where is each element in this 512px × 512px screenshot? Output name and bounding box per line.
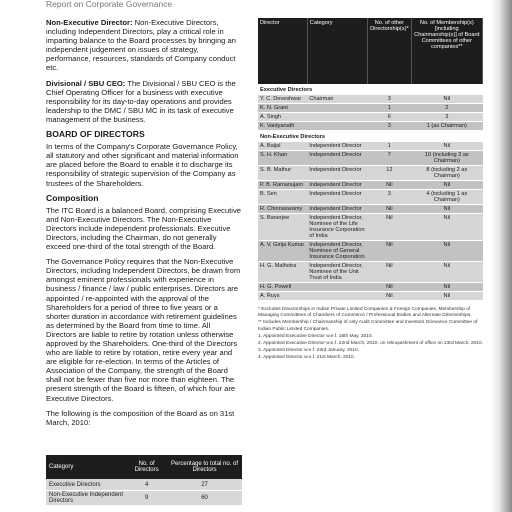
table-row [258,262,483,283]
composition-heading: Composition [46,192,99,203]
table-row [258,181,483,190]
footnote: 1. Appointed Executive Director w.e.f. 18th May, 2010. [258,333,373,339]
percentage-cell: 27 [167,479,242,491]
director-name-cell: A. Ruys [258,292,307,301]
footnote: 2. Appointed Executive Director w.e.f. 22nd March, 2010, on relinquishment of office on 23rd March, 2010. [258,341,483,347]
table-row [258,205,483,214]
ned-label: Non-Executive Director: [46,18,133,27]
memberships-cell: Nil [411,181,482,190]
directorships-cell: 6 [368,113,412,122]
category-cell: Independent Director, Nominee of the Life Insurance Corporation of India [307,214,367,241]
category-cell: Independent Director, Nominee of the Unit Trust of India [307,262,367,283]
director-name-cell: S. B. Mathur [258,166,307,181]
director-name-cell: B. Sen [258,190,307,205]
footnotes [258,307,483,362]
category-cell: Executive Directors [46,479,126,491]
directorships-cell: 3 [368,95,412,104]
composition-paragraph-2: The Governance Policy requires that the Non-Executive Directors, including Independent Directors, be drawn from amongst eminent professionals with experience in business / finance / law / public enterprises. Directors are appointed / re-appointed with the approval of the Shareholders for a period of three to five years or a shorter duration in accordance with retirement guidelines as determined by the Board from time to time. All Directors are liable to retire by rotation unless otherwise approved by the Shareholders. One-third of the Directors who are liable to retire by rotation, retire every year and are eligible for re-election. In terms of the Articles of Association of the Company, the strength of the Board shall not be fewer than five nor more than eighteen. The present strength of the Board is fifteen, of which four are Executive Directors. [46,257,241,403]
ceo-label: Divisional / SBU CEO: [46,78,126,88]
composition-header-count: No. of Directors [126,455,167,479]
footnote: 4. Appointed Director w.e.f. 21st March, 2010. [258,355,356,361]
directorships-cell: Nil [368,241,412,262]
table-row [46,479,242,491]
composition-table [46,455,242,506]
table-row [258,95,483,104]
category-cell: Non-Executive Independent Directors [46,491,126,506]
directorships-cell: Nil [368,262,412,283]
directorships-cell: Nil [368,205,412,214]
director-name-cell: A. Singh [258,113,307,122]
table-row [258,122,483,131]
category-cell: Independent Director, Nominee of General Insurance Corporation [307,241,367,262]
category-cell [307,283,367,292]
category-cell: Independent Director [307,181,367,190]
memberships-cell: Nil [411,241,482,262]
table-row [258,214,483,241]
directorships-cell: 7 [368,151,412,166]
memberships-cell: Nil [411,283,482,292]
directorships-cell: Nil [368,292,412,301]
composition-paragraph-3: The following is the composition of the Board as on 31st March, 2010: [46,408,235,427]
memberships-cell: 10 (including 3 as Chairman) [411,151,482,166]
director-name-cell: A. Baijal [258,142,307,151]
directorships-cell: Nil [368,214,412,241]
section-row [258,84,483,95]
footnote: ** Includes Membership / Chairmanship of only Audit Committee and Investors Grievance Committee of Indian Public Limited Companies. [258,320,478,332]
table-row [258,104,483,113]
memberships-cell: 1 (as Chairman) [411,122,482,131]
right-column [258,18,483,363]
section-title: Non-Executive Directors [258,131,483,142]
memberships-cell: 4 (including 1 as Chairman) [411,190,482,205]
ceo-paragraph [46,79,242,124]
memberships-cell: Nil [411,205,482,214]
memberships-cell: Nil [411,214,482,241]
directorships-cell: 3 [368,190,412,205]
ned-text: Non-Executive Directors, including Independent Directors, play a critical role in imparting balance to the Board processes by bringing an independent judgement on issues of strategy, performance, resources, standards of Company conduct etc. [46,18,236,73]
table-row [258,113,483,122]
memberships-cell: Nil [411,142,482,151]
ceo-text: The Divisional / SBU CEO is the Chief Operating Officer for a business with executive responsibility for its day-to-day operations and provides leadership to the DMC / SBU MC in its task of executive management of the business. [46,78,236,124]
board-heading: BOARD OF DIRECTORS [46,129,145,140]
table-row [258,292,483,301]
directorships-cell: 1 [368,142,412,151]
memberships-cell: Nil [411,292,482,301]
category-cell: Independent Director [307,166,367,181]
table-row [258,166,483,181]
category-cell: Chairman [307,95,367,104]
composition-header-percentage: Percentage to total no. of Directors [167,455,242,479]
director-name-cell: S. Banerjee [258,214,307,241]
ned-paragraph [46,18,242,73]
category-cell: Independent Director [307,151,367,166]
footnote: 3. Appointed Director w.e.f. 23rd January, 2010. [258,348,359,354]
directorships-cell: 1 [368,104,412,113]
table-row [258,190,483,205]
header-director: Director [258,18,307,84]
header-directorships: No. of other Directorship(s)* [368,18,412,84]
composition-paragraph-1: The ITC Board is a balanced Board, comprising Executive and Non-Executive Directors. The Non-Executive Directors include independent professionals. Executive Directors, including the Chairman, do not generally exceed one-third of the total strength of the Board. [46,205,242,252]
left-column [46,18,242,433]
director-name-cell: S. H. Khan [258,151,307,166]
section-header: Report on Corporate Governance [46,0,173,9]
director-name-cell: P. B. Ramanujam [258,181,307,190]
memberships-cell: 8 (including 2 as Chairman) [411,166,482,181]
directorships-cell: Nil [368,181,412,190]
table-row [258,151,483,166]
section-row [258,131,483,142]
memberships-cell: 3 [411,113,482,122]
director-name-cell: Y. C. Deveshwar [258,95,307,104]
director-name-cell: K. N. Grant [258,104,307,113]
director-name-cell: K. Vaidyanath [258,122,307,131]
page-curl-shadow [490,0,512,512]
category-cell [307,113,367,122]
count-cell: 4 [126,479,167,491]
directorships-cell: 12 [368,166,412,181]
category-cell [307,292,367,301]
category-cell [307,104,367,113]
directorships-cell: Nil [368,283,412,292]
directorships-cell: 3 [368,122,412,131]
director-name-cell: H. G. Malhotra [258,262,307,283]
directors-table [258,18,483,301]
memberships-cell: 2 [411,104,482,113]
footnote: * Excludes Directorships in Indian Private Limited Companies & Foreign Companies, Membership of Managing Committees of Chambers of Commerce / Professional Bodies and Alternate Directorships. [258,307,472,319]
category-cell: Independent Director [307,205,367,214]
header-category: Category [307,18,367,84]
percentage-cell: 60 [167,491,242,506]
category-cell: Independent Director [307,142,367,151]
table-row [258,142,483,151]
table-row [46,491,242,506]
table-row [258,283,483,292]
board-paragraph: In terms of the Company's Corporate Governance Policy, all statutory and other significant and material information are placed before the Board to enable it to discharge its responsibility of strategic supervision of the Company as trustees of the Shareholders. [46,142,239,188]
memberships-cell: Nil [411,262,482,283]
director-name-cell: A. V. Girija Kumar [258,241,307,262]
section-title: Executive Directors [258,84,483,95]
director-name-cell: R. Chinnaswamy [258,205,307,214]
category-cell [307,122,367,131]
category-cell: Independent Director [307,190,367,205]
header-memberships: No. of Membership(s) [including Chairmanship(s)] of Board Committees of other companies** [411,18,482,84]
table-row [258,241,483,262]
count-cell: 9 [126,491,167,506]
composition-header-category: Category [46,455,126,479]
memberships-cell: Nil [411,95,482,104]
director-name-cell: H. G. Powell [258,283,307,292]
